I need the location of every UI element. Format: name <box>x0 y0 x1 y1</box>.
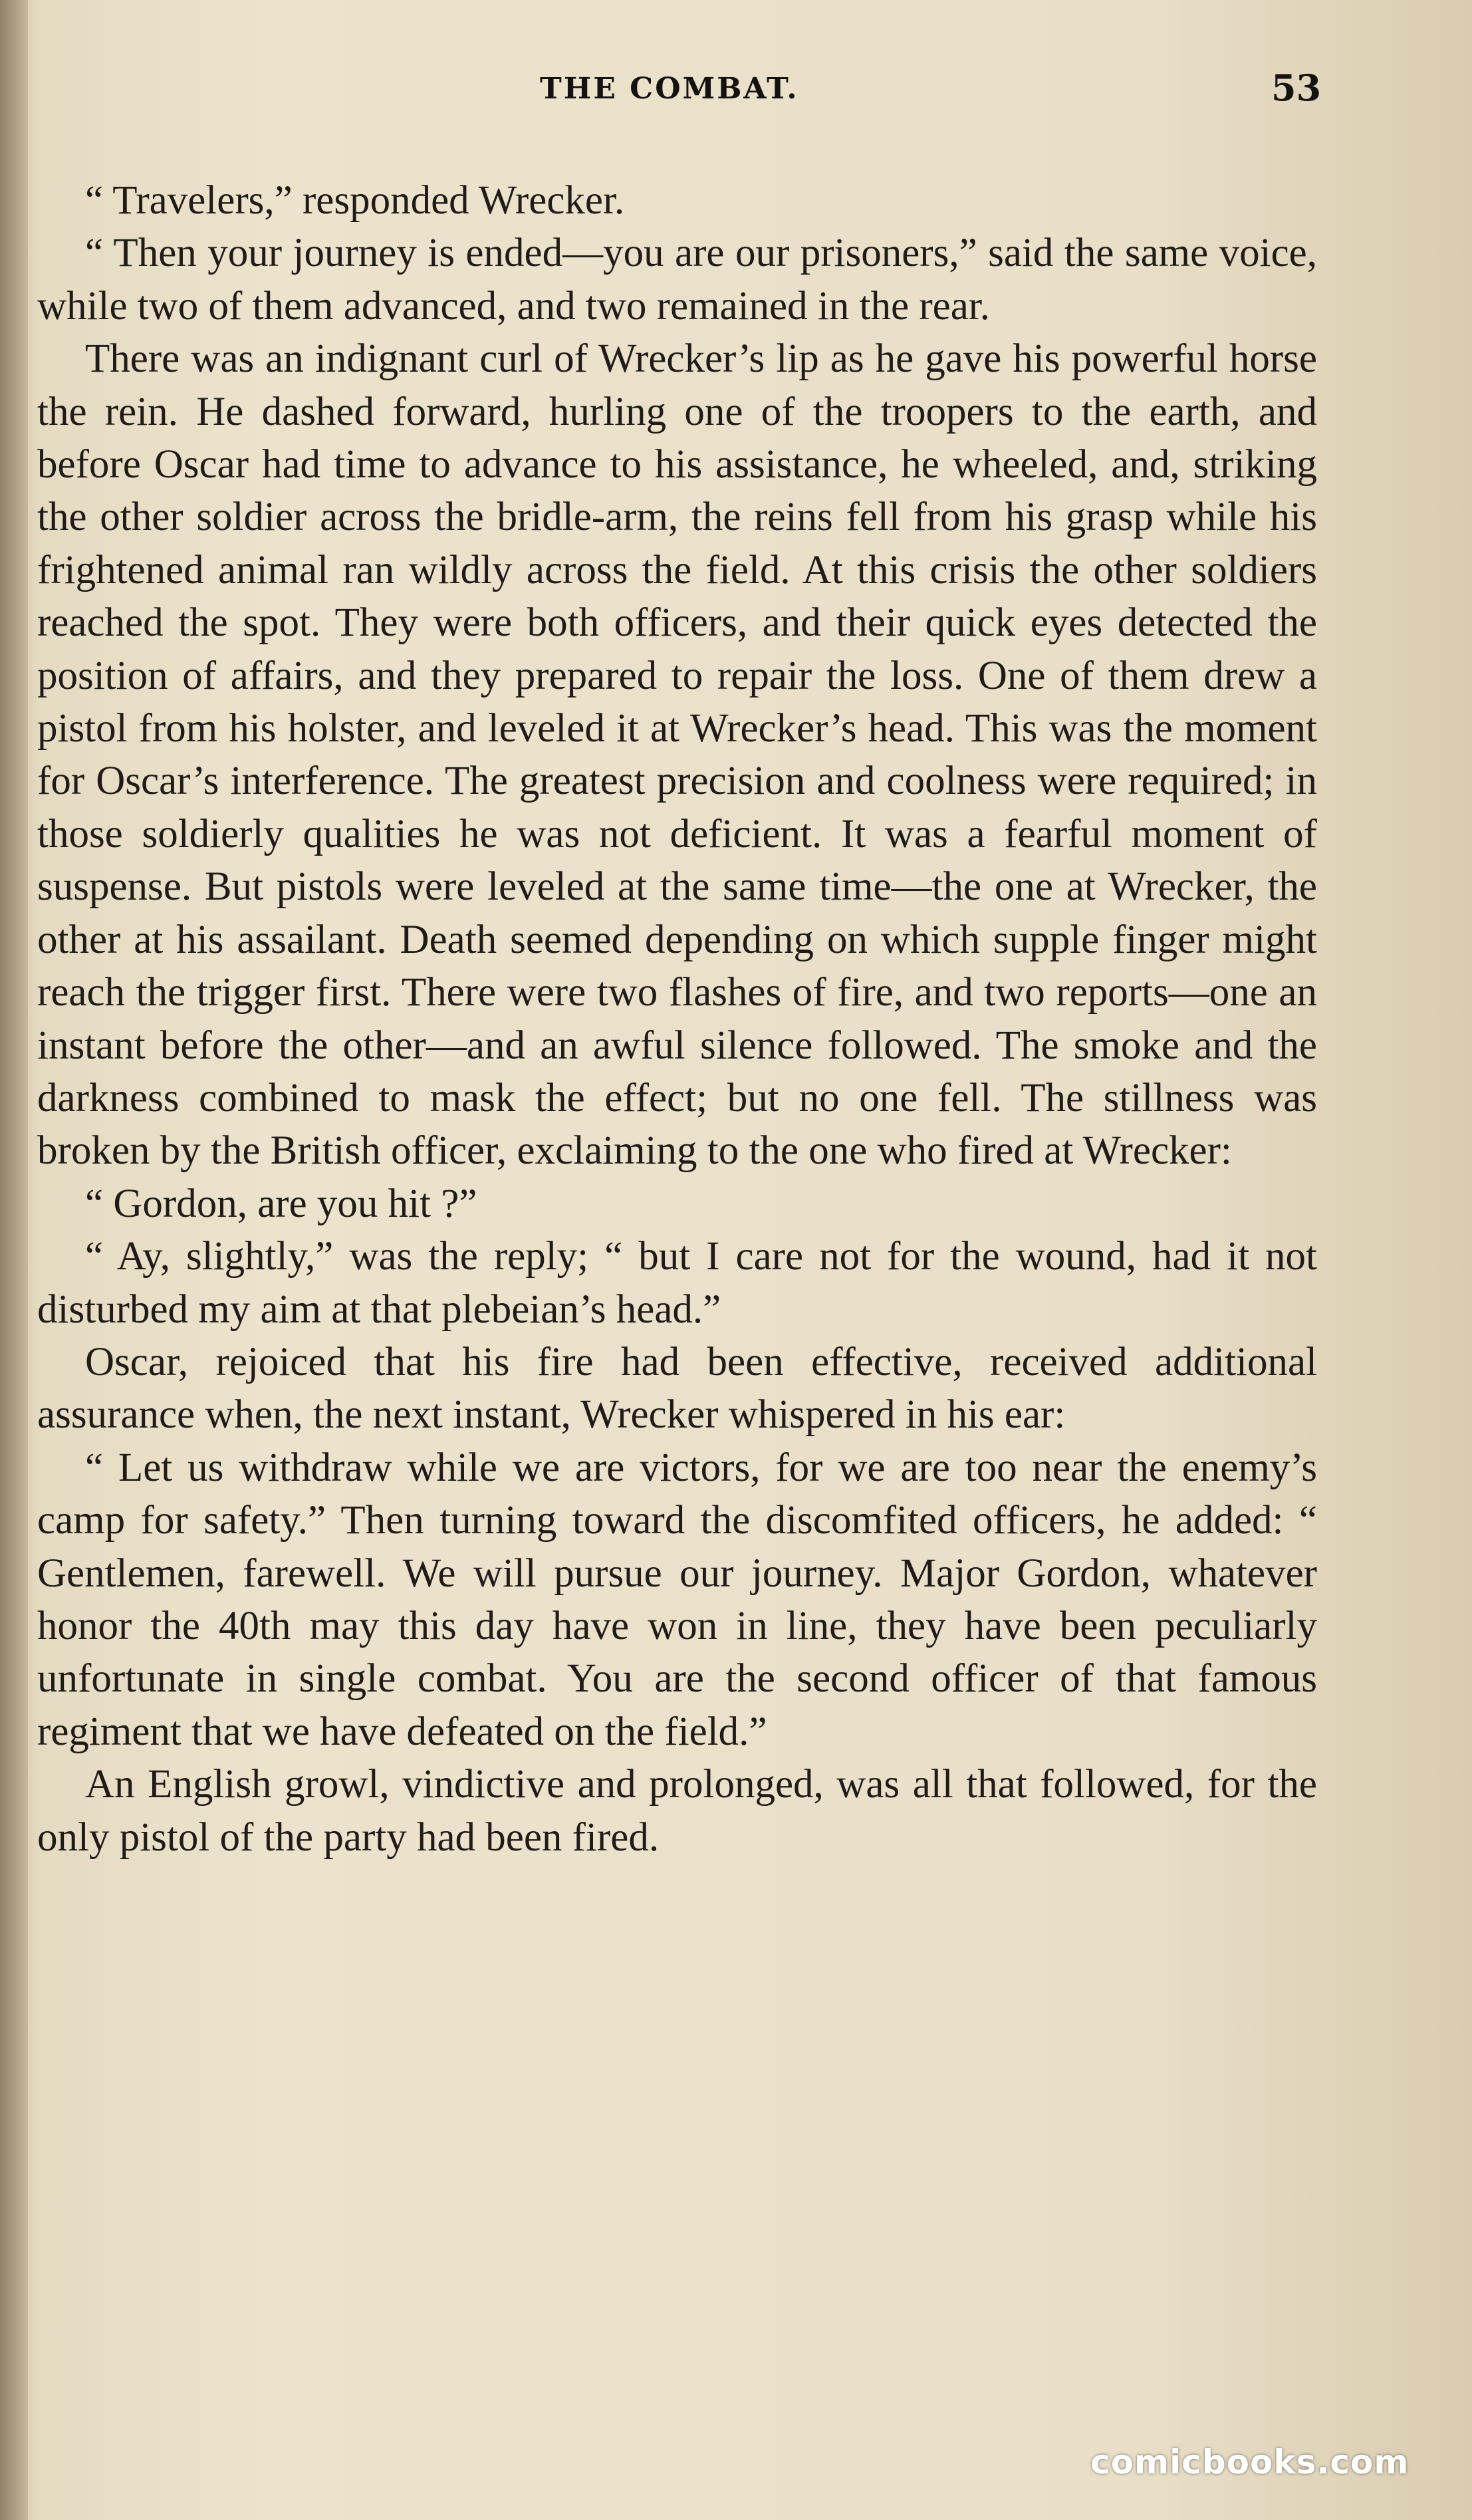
running-head <box>0 66 1472 118</box>
paragraph: There was an indignant curl of Wrecker’s lip as he gave his powerful horse the rein. He dashed forward, hurling one of the troopers to the earth, and before Oscar had time to advance to his assistance, he wheeled, and, striking the other soldier across the bridle-arm, the reins fell from his grasp while his frightened animal ran wildly across the field. At this crisis the other soldiers reached the spot. They were both officers, and their quick eyes detected the position of affairs, and they prepared to repair the loss. One of them drew a pistol from his holster, and leveled it at Wrecker’s head. This was the moment for Oscar’s interference. The greatest precision and coolness were required; in those soldierly qualities he was not deficient. It was a fearful moment of suspense. But pistols were leveled at the same time—the one at Wrecker, the other at his assailant. Death seemed depending on which supple finger might reach the trigger first. There were two flashes of fire, and two reports—one an instant before the other—and an awful silence followed. The smoke and the darkness combined to mask the effect; but no one fell. The stillness was broken by the British officer, exclaiming to the one who fired at Wrecker: <box>37 336 1317 1174</box>
paragraph: An English growl, vindictive and prolonged, was all that followed, for the only pistol of the party had been fired. <box>37 1762 1317 1860</box>
paragraph: “ Travelers,” responded Wrecker. <box>85 178 625 223</box>
page-number: 53 <box>1271 66 1322 109</box>
paragraph: Oscar, rejoiced that his fire had been effective, received additional assurance when, the next instant, Wrecker whispered in his ear: <box>37 1339 1317 1438</box>
paragraph: “ Then your journey is ended—you are our prisoners,” said the same voice, while two of them advanced, and two remained in the rear. <box>37 231 1317 328</box>
body-text <box>37 174 1317 1864</box>
page-gutter <box>0 0 28 2520</box>
paragraph: “ Ay, slightly,” was the reply; “ but I care not for the wound, had it not disturbed my aim at that plebeian’s head.” <box>37 1234 1317 1332</box>
chapter-title: THE COMBAT. <box>540 72 799 106</box>
paragraph: “ Gordon, are you hit ?” <box>85 1181 477 1226</box>
paragraph: “ Let us withdraw while we are victors, for we are too near the enemy’s camp for safety.” Then turning toward the discomfited officers, he added: “ Gentlemen, farewell. We will pursue our journey. Major Gordon, whatever honor the 40th may this day have won in line, they have been peculiarly unfortunate in single combat. You are the second officer of that famous regiment that we have defeated on the field.” <box>37 1445 1317 1754</box>
watermark: comicbooks.com <box>1090 2443 1410 2481</box>
